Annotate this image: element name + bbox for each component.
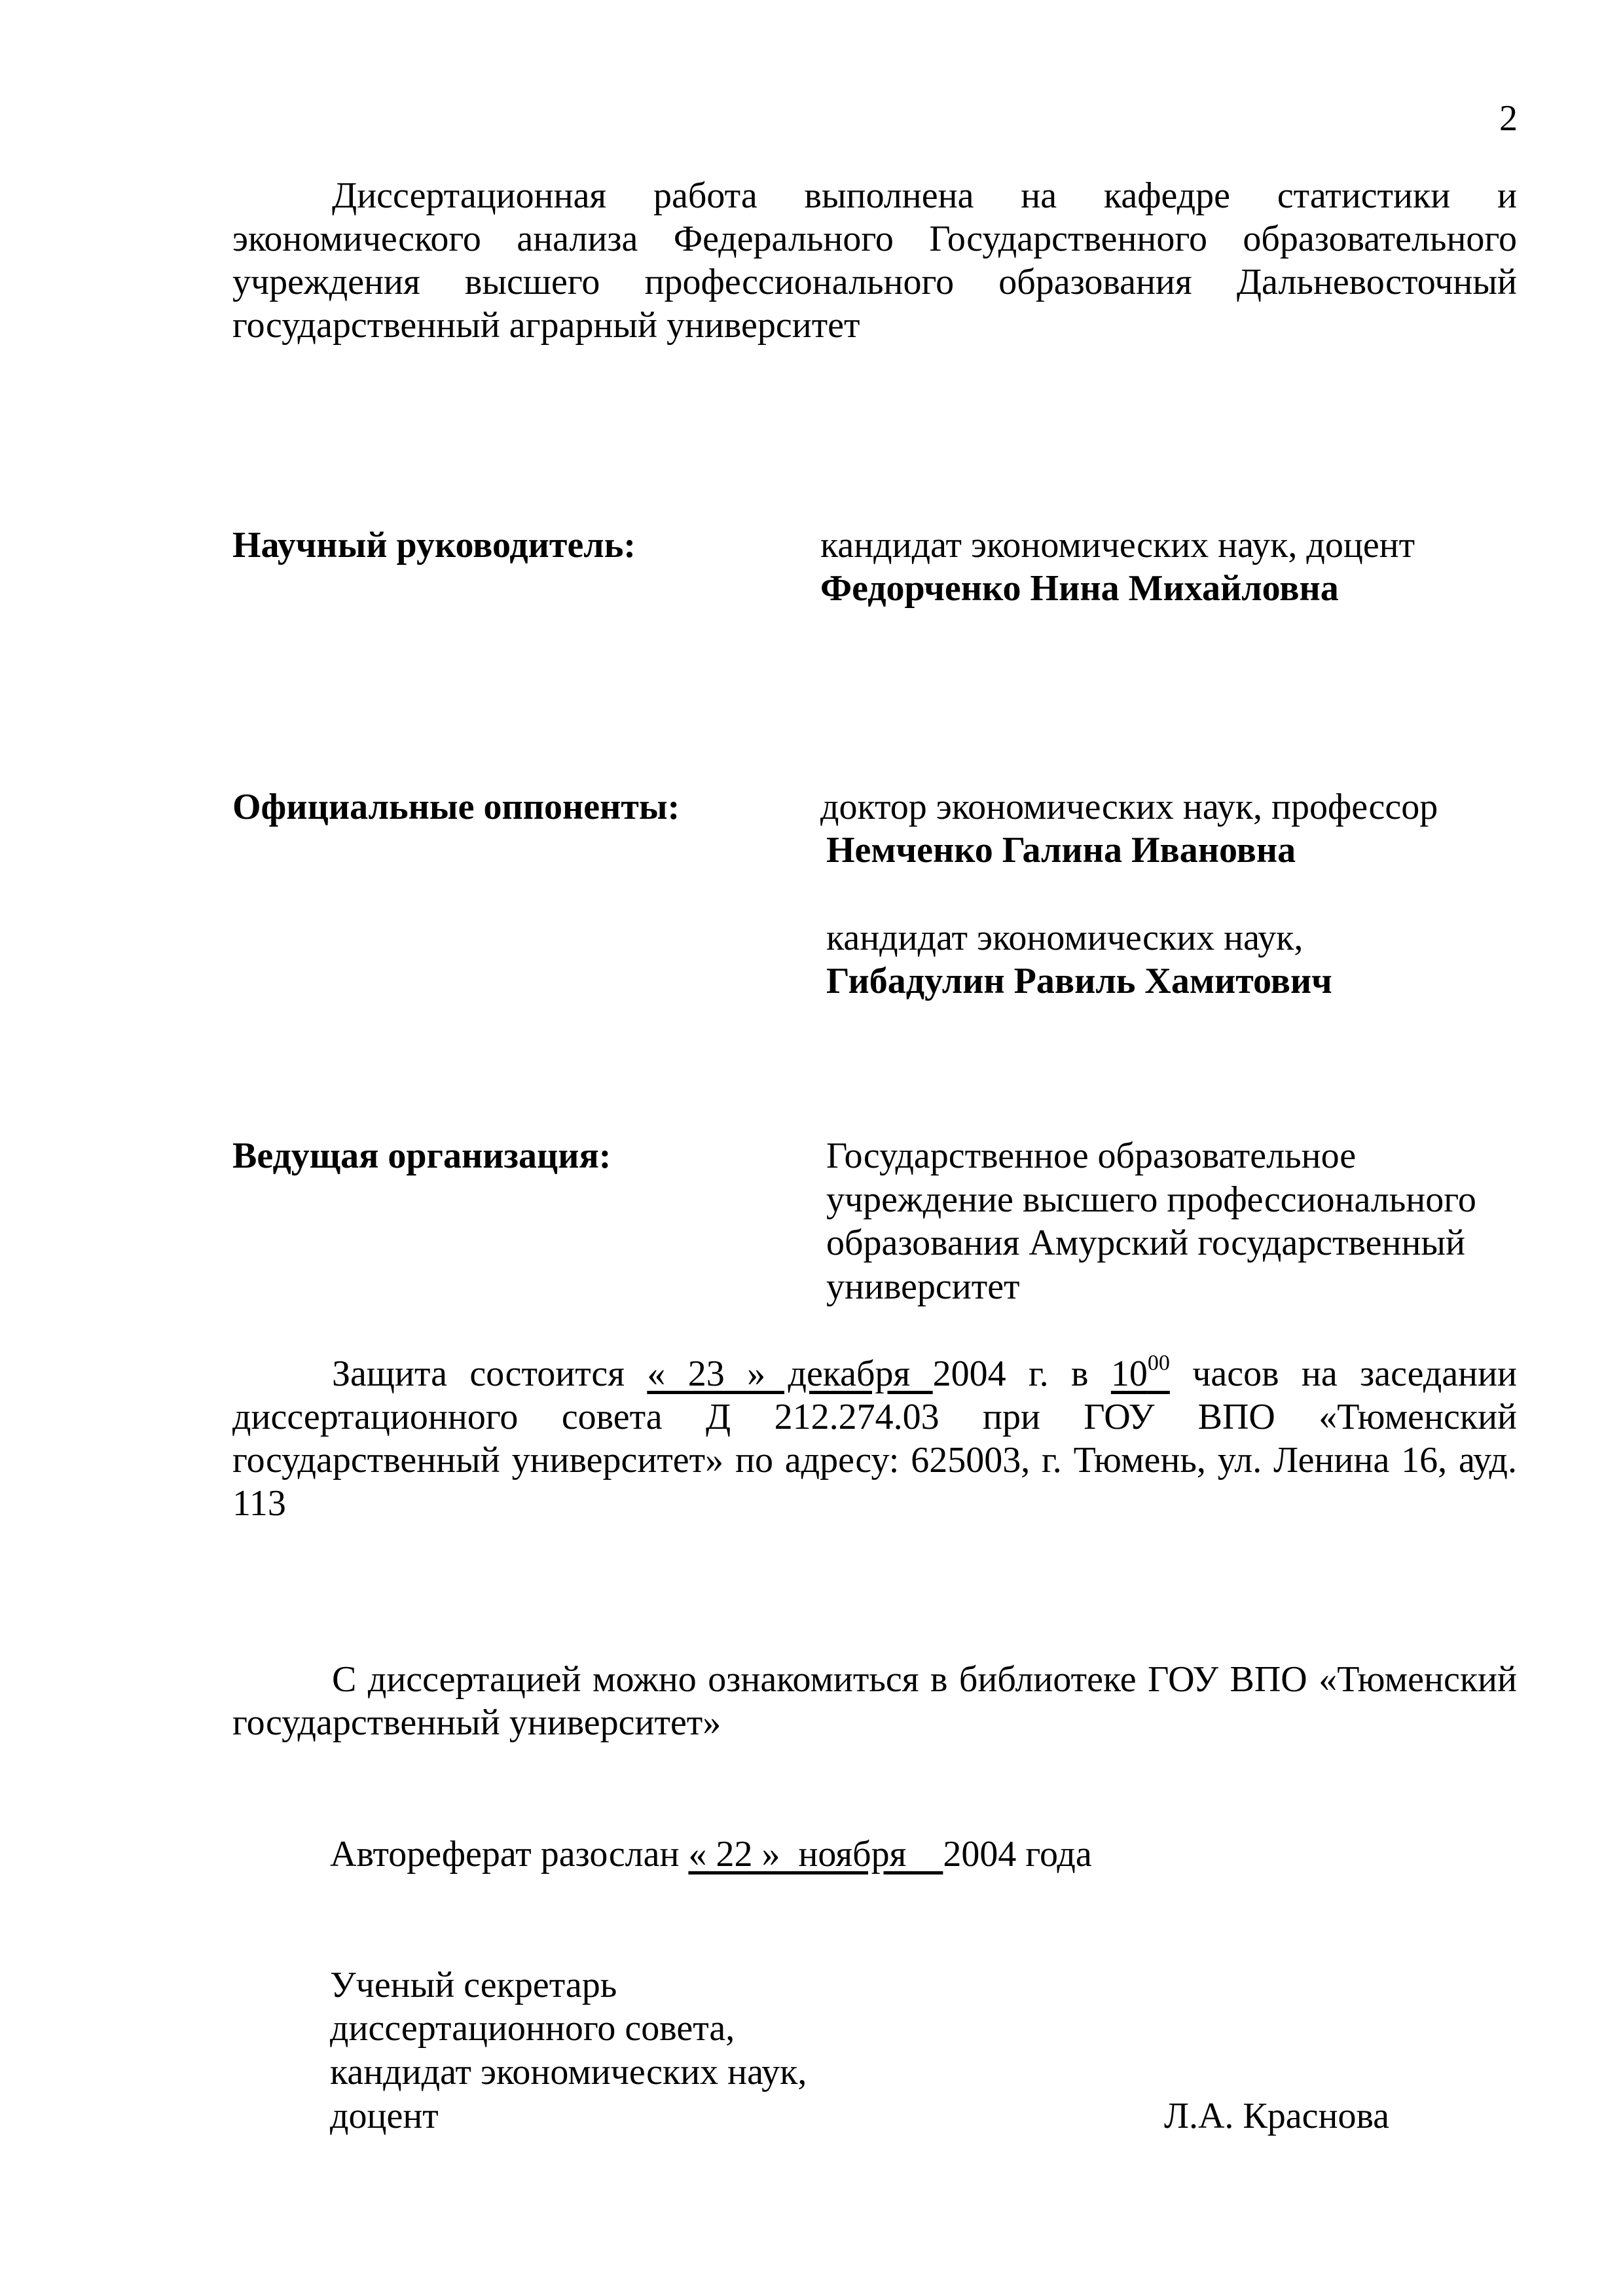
opponent-2-degree: кандидат экономических наук, [826, 918, 1304, 958]
mailing-suffix: 2004 года [943, 1834, 1092, 1874]
leading-org-line-1: Государственное образовательное [826, 1136, 1357, 1176]
supervisor-name: Федорченко Нина Михайловна [820, 568, 1339, 609]
secretary-line-4: доцент [330, 2096, 439, 2136]
supervisor-label: Научный руководитель: [232, 525, 636, 565]
opponents-label: Официальные оппоненты: [232, 787, 680, 827]
leading-org-label: Ведущая организация: [232, 1136, 611, 1176]
opponent-2-name: Гибадулин Равиль Хамитович [826, 961, 1332, 1001]
defense-paragraph [232, 1352, 1517, 1525]
defense-rest: часов на заседании диссертационного совета Д 212.274.03 при ГОУ ВПО «Тюменский государственный университет» по адресу: 625003, г. Тюмень, ул. Ленина 16, ауд. 113 [232, 1354, 1518, 1524]
defense-hour: 10 [1110, 1354, 1148, 1394]
secretary-line-2: диссертационного совета, [330, 2008, 735, 2049]
mailing-line [330, 1833, 1092, 1876]
page-number: 2 [1499, 98, 1518, 139]
mailing-prefix: Автореферат разослан [330, 1834, 689, 1874]
supervisor-degree: кандидат экономических наук, доцент [820, 525, 1415, 565]
leading-org-line-3: образования Амурский государственный [826, 1223, 1466, 1263]
leading-org-line-4: университет [826, 1266, 1020, 1307]
defense-minutes: 00 [1147, 1351, 1170, 1376]
defense-time [1110, 1351, 1170, 1394]
leading-org-line-2: учреждение высшего профессионального [826, 1179, 1476, 1220]
secretary-line-1: Ученый секретарь [330, 1965, 617, 2005]
defense-prefix: Защита состоится [332, 1354, 647, 1394]
mailing-date: « 22 » ноября [688, 1834, 943, 1874]
secretary-line-3: кандидат экономических наук, [330, 2052, 807, 2092]
library-paragraph: С диссертацией можно ознакомиться в библиотеке ГОУ ВПО «Тюменский государственный университет» [232, 1659, 1517, 1743]
defense-date: « 23 » декабря [647, 1354, 933, 1394]
opponent-1-degree: доктор экономических наук, профессор [820, 787, 1438, 827]
secretary-name: Л.А. Краснова [1164, 2096, 1390, 2136]
defense-year: 2004 г. в [932, 1354, 1111, 1394]
intro-paragraph: Диссертационная работа выполнена на кафедре статистики и экономического анализа Федерального Государственного образовательного учреждения высшего профессионального образования Дальневосточный государственный аграрный университет [232, 175, 1517, 346]
opponent-1-name: Немченко Галина Ивановна [826, 830, 1296, 870]
